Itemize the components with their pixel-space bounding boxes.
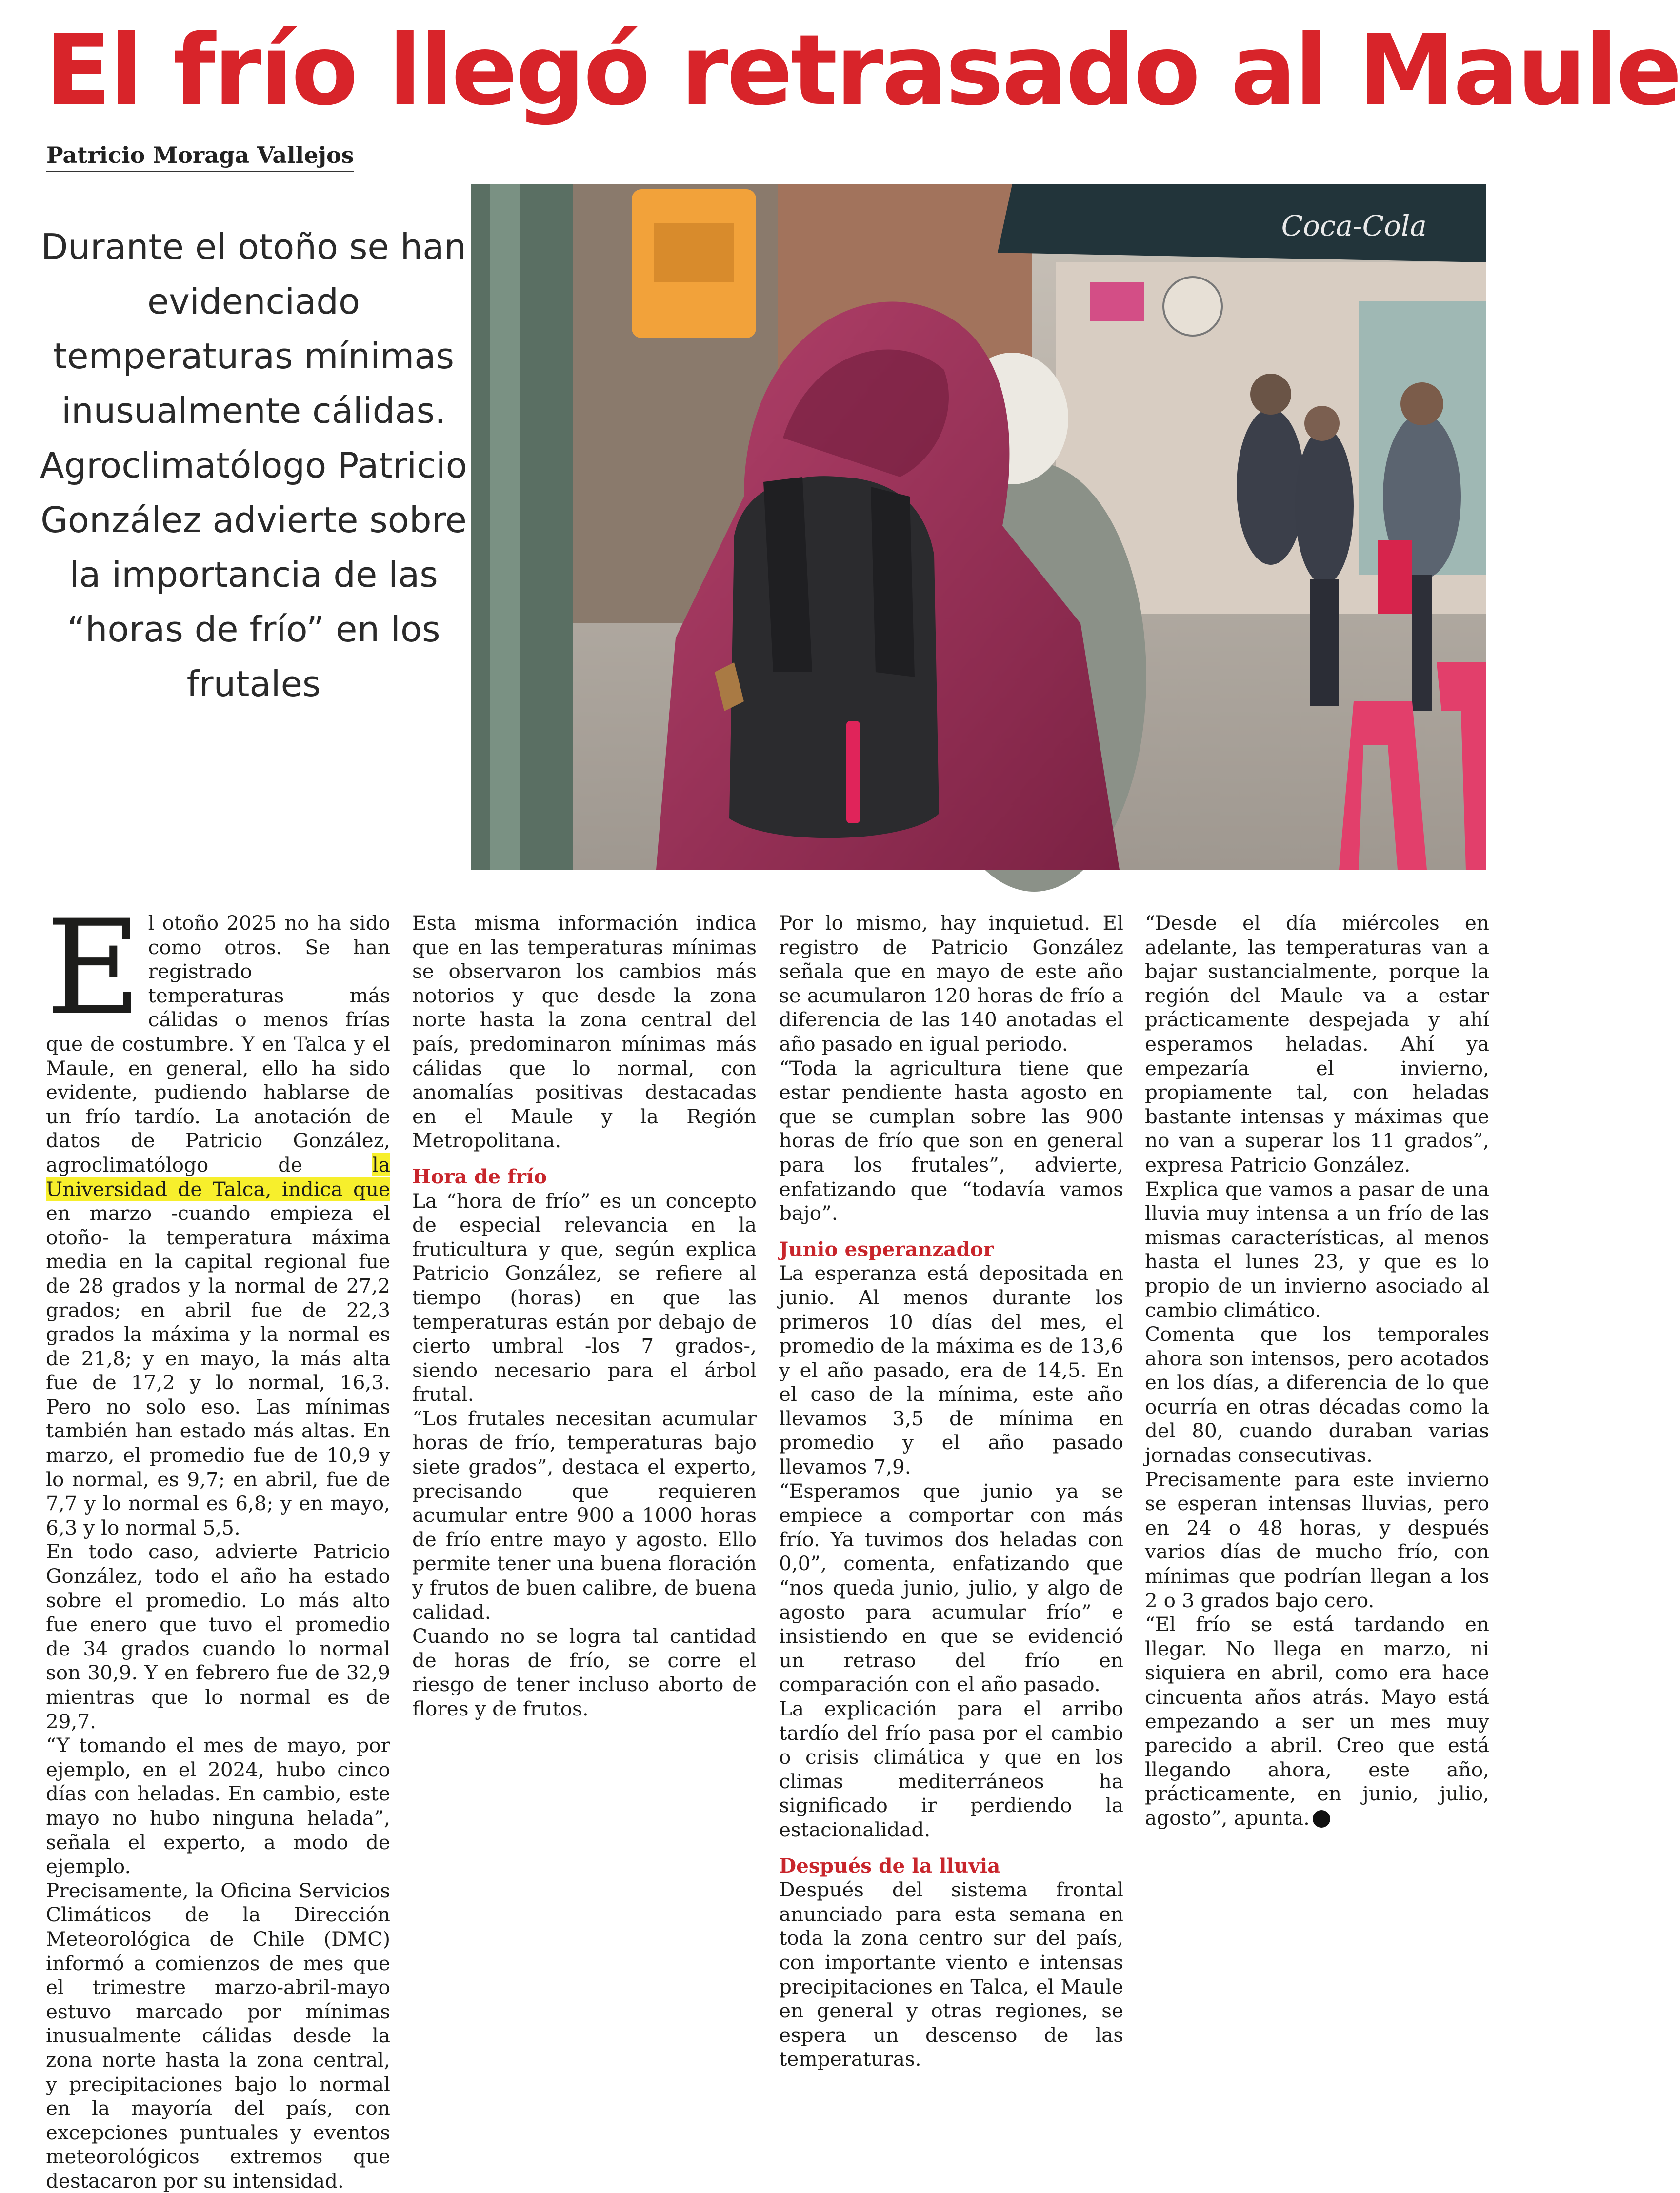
article-paragraph: Esta misma información indica que en las temperaturas mínimas se observaron los cambios más notorios y que desde la zona norte hasta la zona central del país, predominaron mínimas más cálidas que lo normal, con anomalías positivas destacadas en el Maule y la Región Metropolitana. [412,911,757,1153]
headline: El frío llegó retrasado al Maule [45,14,1680,127]
deck: Durante el otoño se han evidenciado temperaturas mínimas inusualmente cálidas. Agroclimatólogo Patricio González advierte sobre la importancia de las “horas de frío” en los frutales [40,226,467,704]
article-paragraph: Cuando no se logra tal cantidad de horas de frío, se corre el riesgo de tener incluso aborto de flores y de frutos. [412,1624,757,1720]
article-column-1 [46,892,390,2193]
article-paragraph: Precisamente para este invierno se esperan intensas lluvias, pero en 24 o 48 horas, y después varios días de mucho frío, con mínimas que podrían llegan a los 2 o 3 grados bajo cero. [1145,1467,1489,1612]
article-paragraph: “Toda la agricultura tiene que estar pendiente hasta agosto en que se cumplan sobre las 900 horas de frío que son en general para los frutales”, advierte, enfatizando que “todavía vamos bajo”. [779,1056,1123,1225]
highlighted-text: la Universidad de Talca, indica que [46,1153,390,1201]
article-paragraph: “Esperamos que junio ya se empiece a comportar con más frío. Ya tuvimos dos heladas con 0,0”, comenta, enfatizando que “nos queda junio, julio, y algo de agosto para acumular frío” e insistiendo en que se evidenció un retraso del frío en comparación con el año pasado. [779,1479,1123,1696]
article-paragraph: En todo caso, advierte Patricio González, todo el año ha estado sobre el promedio. Lo más alto fue enero que tuvo el promedio de 34 grados cuando lo normal son 30,9. Y en febrero fue de 32,9 mientras que lo normal es de 29,7. [46,1540,390,1733]
article-paragraph: La esperanza está depositada en junio. Al menos durante los primeros 10 días del mes, el promedio de la máxima es de 13,6 y el año pasado, era de 14,5. En el caso de la mínima, este año llevamos 3,5 de mínima en promedio y el año pasado llevamos 7,9. [779,1261,1123,1479]
article-paragraph: La “hora de frío” es un concepto de especial relevancia en la fruticultura y que, según explica Patricio González, se refiere al tiempo (horas) en que las temperaturas están por debajo de cierto umbral -los 7 grados-, siendo necesario para el árbol frutal. [412,1189,757,1406]
article-paragraph: La explicación para el arribo tardío del frío pasa por el cambio o crisis climática y que en los climas mediterráneos ha significado ir perdiendo la estacionalidad. [779,1697,1123,1841]
article-paragraph: “Desde el día miércoles en adelante, las temperaturas van a bajar sustancialmente, porque la región del Maule va a estar prácticamente despejada y ahí esperamos heladas. Ahí ya empezaría el invierno, propiamente tal, con heladas bastante intensas y máximas que no van a superar los 11 grados”, expresa Patricio González. [1145,911,1489,1176]
article-paragraph: Por lo mismo, hay inquietud. El registro de Patricio González señala que en mayo de este año se acumularon 120 horas de frío a diferencia de las 140 anotadas el año pasado en igual periodo. [779,911,1123,1056]
end-of-article-mark [1313,1810,1330,1828]
article-paragraph: Precisamente, la Oficina Servicios Climáticos de la Dirección Meteorológica de Chile (DMC) informó a comienzos de mes que el trimestre marzo-abril-mayo estuvo marcado por mínimas inusualmente cálidas desde la zona norte hasta la zona central, y precipitaciones bajo lo normal en la mayoría del país, con excepciones puntuales y eventos meteorológicos extremos que destacaron por su intensidad. [46,1878,390,2193]
article-paragraph: Explica que vamos a pasar de una lluvia muy intensa a un frío de las mismas características, al menos hasta el lunes 23, y que es lo propio de un invierno asociado al cambio climático. [1145,1177,1489,1322]
drop-cap: E [46,892,141,1044]
subheading-hora-de-frio: Hora de frío [412,1164,547,1188]
article-paragraph: Después del sistema frontal anunciado para esta semana en toda la zona centro sur del país, con importante viento e intensas precipitaciones en Talca, el Maule en general y otras regiones, se espera un descenso de las temperaturas. [779,1878,1123,2071]
subheading-despues-de-la-lluvia: Después de la lluvia [779,1854,1000,1877]
awning-logo-text: Coca-Cola [1281,209,1427,242]
article-column-4 [1145,911,1489,1830]
subheading-junio-esperanzador: Junio esperanzador [779,1237,994,1261]
article-column-3 [779,911,1123,2071]
article-paragraph: Comenta que los temporales ahora son intensos, pero acotados en los días, a diferencia de lo que ocurría en otras décadas como la del 80, cuando duraban varias jornadas consecutivas. [1145,1322,1489,1467]
article-column-2 [412,911,757,1809]
article-paragraph: “Los frutales necesitan acumular horas de frío, temperaturas bajo siete grados”, destaca el experto, precisando que requieren acumular entre 900 a 1000 horas de frío entre mayo y agosto. Ello permite tener una buena floración y frutos de buen calibre, de buena calidad. [412,1406,757,1624]
article-paragraph: El otoño 2025 no ha sido como otros. Se han registrado temperaturas más cálidas o menos frías que de costumbre. Y en Talca y el Maule, en general, ello ha sido evidente, pudiendo hablarse de un frío tardío. La anotación de datos de Patricio González, agroclimatólogo de la Universidad de Talca, indica que en marzo -cuando empieza el otoño- la temperatura máxima media en la capital regional fue de 28 grados y la normal de 27,2 grados; en abril fue de 22,3 grados la máxima y la normal es de 21,8; y en mayo, la más alta fue de 17,2 y lo normal, 16,3. Pero no solo eso. Las mínimas también han estado más altas. En marzo, el promedio fue de 10,9 y lo normal, es 9,7; en abril, fue de 7,7 y lo normal es 6,8; y en mayo, 6,3 y lo normal 5,5. [46,892,390,1539]
article-paragraph: “El frío se está tardando en llegar. No llega en marzo, ni siquiera en abril, como era hace cincuenta años atrás. Mayo está empezando a ser un mes muy parecido a abril. Creo que está llegando ahora, este año, prácticamente, en junio, julio, agosto”, apunta. [1145,1613,1489,1830]
byline: Patricio Moraga Vallejos [46,140,354,172]
street-scene-illustration [471,184,1486,870]
article-paragraph: “Y tomando el mes de mayo, por ejemplo, en el 2024, hubo cinco días con heladas. En cambio, este mayo no hubo ninguna helada”, señala el experto, a modo de ejemplo. [46,1734,390,1878]
backpack-tag [846,721,860,823]
article-photo [471,184,1486,870]
